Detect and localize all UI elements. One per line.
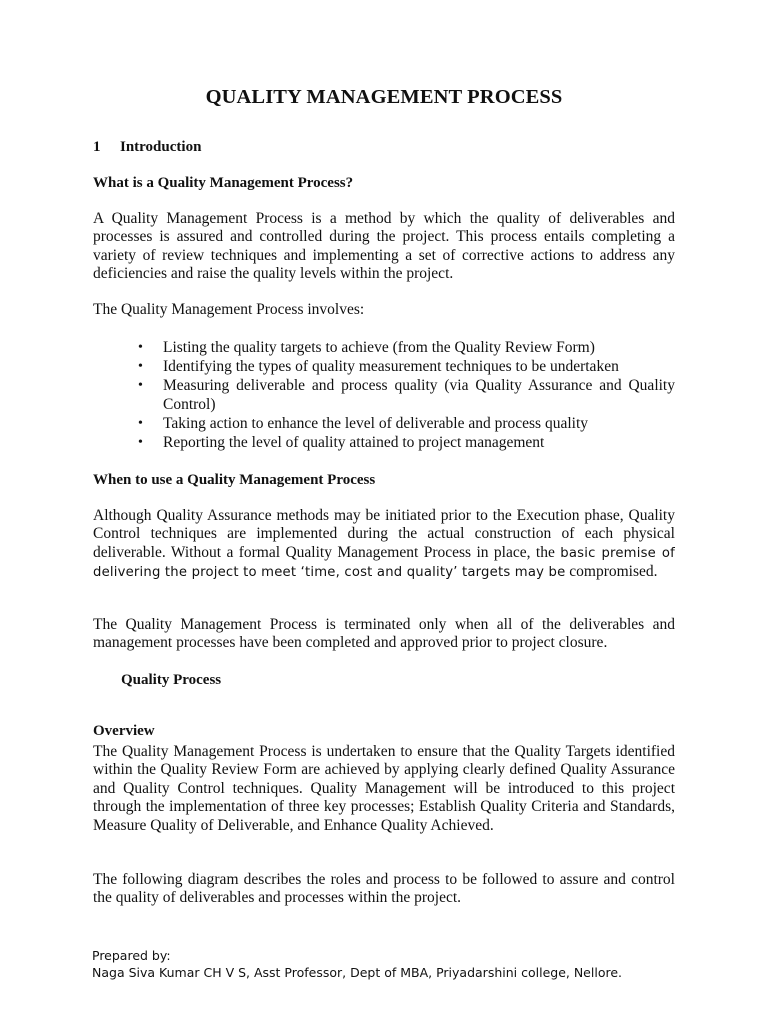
quality-process-heading: Quality Process	[121, 672, 222, 688]
section-heading	[93, 139, 201, 156]
involves-list	[93, 338, 675, 452]
question-heading-when: When to use a Quality Management Process	[93, 472, 376, 488]
section-title: Introduction	[120, 139, 202, 155]
when-paragraph	[93, 507, 675, 583]
when-paragraph-part1: Although Quality Assurance methods may be initiated prior to the Execution phase, Quality Control techniques are implemented during the actual construction of each physical deliverable. Without a formal Quality Management Process in place, the	[93, 507, 675, 561]
list-item-text: Identifying the types of quality measurement techniques to be undertaken	[163, 358, 619, 375]
diagram-intro-paragraph: The following diagram describes the roles and process to be followed to assure and control the quality of deliverables and processes within the project.	[93, 871, 675, 907]
list-item-text: Listing the quality targets to achieve (from the Quality Review Form)	[163, 339, 595, 356]
list-item	[93, 376, 675, 414]
overview-paragraph: The Quality Management Process is undertaken to ensure that the Quality Targets identified within the Quality Review Form are achieved by applying clearly defined Quality Assurance and Quality Control techniques. Quality Management will be introduced to this project through the implementation of three key processes; Establish Quality Criteria and Standards, Measure Quality of Deliverable, and Enhance Quality Achieved.	[93, 743, 675, 834]
list-item-text: Taking action to enhance the level of deliverable and process quality	[163, 415, 589, 432]
involves-paragraph: The Quality Management Process involves:	[93, 301, 365, 318]
intro-paragraph: A Quality Management Process is a method by which the quality of deliverables and processes is assured and controlled during the project. This process entails completing a variety of review techniques and implementing a set of corrective actions to address any deficiencies and raise the quality levels within the project.	[93, 210, 675, 283]
section-number: 1	[93, 139, 101, 155]
bullet-icon: •	[138, 359, 143, 374]
list-item	[93, 338, 675, 357]
footer-prepared-by: Prepared by:	[92, 948, 171, 963]
list-item	[93, 433, 675, 452]
list-item-text: Measuring deliverable and process quality (via Quality Assurance and Quality Control)	[163, 377, 675, 413]
page-title: QUALITY MANAGEMENT PROCESS	[205, 86, 563, 108]
bullet-icon: •	[138, 378, 143, 393]
bullet-icon: •	[138, 435, 143, 450]
footer-author: Naga Siva Kumar CH V S, Asst Professor, Dept of MBA, Priyadarshini college, Nellore.	[92, 965, 622, 980]
overview-heading: Overview	[93, 723, 155, 739]
bullet-icon: •	[138, 416, 143, 431]
termination-paragraph: The Quality Management Process is terminated only when all of the deliverables and management processes have been completed and approved prior to project closure.	[93, 616, 675, 652]
footer	[92, 947, 622, 981]
list-item-text: Reporting the level of quality attained to project management	[163, 434, 545, 451]
list-item	[93, 414, 675, 433]
when-paragraph-part2: basic premise of delivering the project to meet ‘time, cost and quality’ targets may be	[93, 545, 675, 581]
bullet-icon: •	[138, 340, 143, 355]
question-heading-what: What is a Quality Management Process?	[93, 175, 354, 191]
when-paragraph-part3: compromised.	[569, 563, 658, 581]
list-item	[93, 357, 675, 376]
